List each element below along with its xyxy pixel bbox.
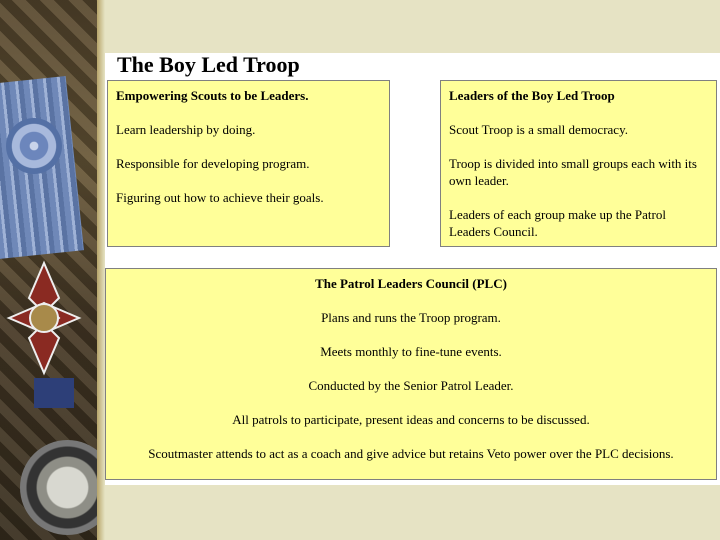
compass-image [20,440,97,535]
box-line: Conducted by the Senior Patrol Leader. [308,378,514,393]
decorative-medal-collage [0,0,97,540]
box-line: All patrols to participate, present ideas and concerns to be discussed. [232,412,590,427]
box-line: Scout Troop is a small democracy. [449,122,628,137]
box-line: Figuring out how to achieve their goals. [116,190,324,205]
box-line: Scoutmaster attends to act as a coach and give advice but retains Veto power over the PLC decisions. [148,446,674,461]
box-line: Meets monthly to fine-tune events. [320,344,502,359]
box-line: Plans and runs the Troop program. [321,310,501,325]
plc-box [105,268,717,480]
box-line: Troop is divided into small groups each with its own leader. [449,156,697,188]
medal-cross-icon [4,258,84,408]
slide-title: The Boy Led Troop [117,52,300,77]
box-heading: Leaders of the Boy Led Troop [449,88,615,103]
box-heading: The Patrol Leaders Council (PLC) [315,276,507,291]
box-heading: Empowering Scouts to be Leaders. [116,88,309,103]
box-line: Responsible for developing program. [116,156,310,171]
leaders-of-troop-box [440,80,717,247]
empowering-scouts-box [107,80,390,247]
decorative-band [97,0,105,540]
box-line: Leaders of each group make up the Patrol Leaders Council. [449,207,666,239]
rosette-image [6,118,62,174]
box-line: Learn leadership by doing. [116,122,256,137]
